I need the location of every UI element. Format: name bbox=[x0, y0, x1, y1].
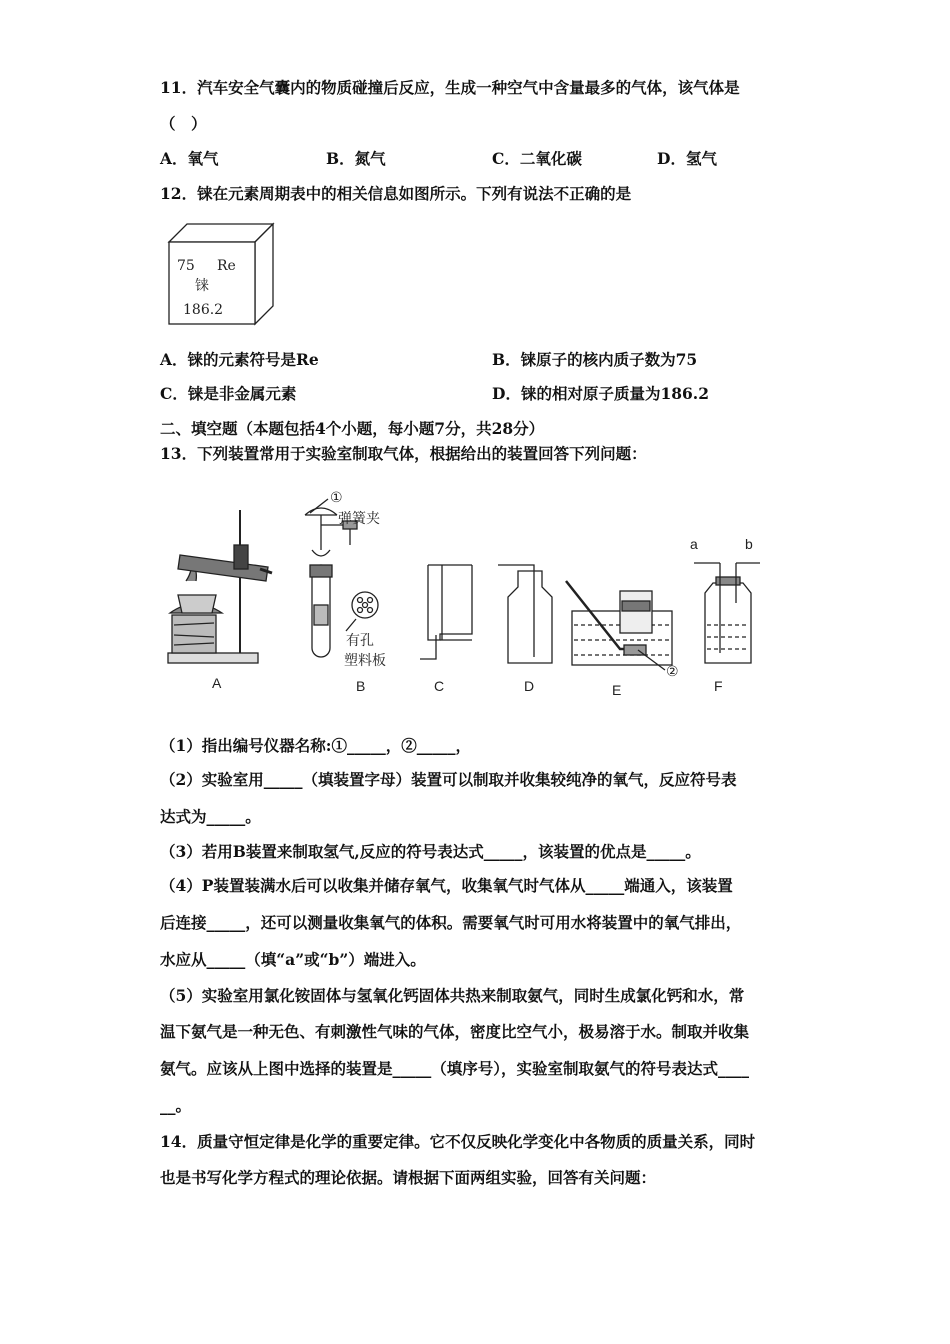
q12-option-c: C．铼是非金属元素 bbox=[160, 384, 297, 403]
q11-option-b: B．氮气 bbox=[326, 149, 386, 168]
q13-part-1: （1）指出编号仪器名称:①_____，②_____， bbox=[160, 736, 472, 755]
q12-stem: 12．铼在元素周期表中的相关信息如图所示。下列有说法不正确的是 bbox=[160, 184, 632, 203]
plate-label-2: 塑料板 bbox=[344, 653, 386, 669]
apparatus-f bbox=[694, 563, 760, 663]
element-name: 铼 bbox=[195, 278, 209, 294]
q11-stem: 11．汽车安全气囊内的物质碰撞后反应，生成一种空气中含量最多的气体，该气体是 bbox=[160, 78, 740, 97]
q13-part-3: （3）若用B装置来制取氢气,反应的符号表达式_____，该装置的优点是_____。 bbox=[160, 842, 701, 861]
element-card bbox=[165, 220, 275, 328]
marker-1: ① bbox=[330, 490, 343, 506]
q13-stem: 13．下列装置常用于实验室制取气体，根据给出的装置回答下列问题： bbox=[160, 444, 647, 463]
element-number: 75 bbox=[177, 258, 195, 274]
q12-option-d: D．铼的相对原子质量为186.2 bbox=[492, 384, 709, 403]
apparatus-c bbox=[420, 565, 472, 659]
clip-label: 弹簧夹 bbox=[338, 511, 380, 527]
apparatus-d bbox=[498, 565, 552, 663]
label-b: B bbox=[356, 678, 366, 694]
q14-line-2: 也是书写化学方程式的理论依据。请根据下面两组实验，回答有关问题： bbox=[160, 1168, 657, 1187]
plate-label-1: 有孔 bbox=[346, 633, 374, 649]
q14-line-1: 14．质量守恒定律是化学的重要定律。它不仅反映化学变化中各物质的质量关系，同时 bbox=[160, 1132, 756, 1151]
apparatus-a bbox=[168, 510, 272, 663]
q11-answer-paren: （ ） bbox=[160, 114, 207, 133]
apparatus-e bbox=[566, 581, 672, 665]
q13-part-4-cont-1: 后连接_____，还可以测量收集氧气的体积。需要氧气时可用水将装置中的氧气排出， bbox=[160, 913, 742, 932]
q11-option-d: D．氢气 bbox=[657, 149, 717, 168]
label-a: A bbox=[212, 675, 222, 691]
q13-part-5-cont-3: __。 bbox=[160, 1096, 192, 1115]
label-e: E bbox=[612, 682, 622, 698]
q13-part-2-cont: 达式为_____。 bbox=[160, 807, 261, 826]
port-a-label: a bbox=[690, 536, 698, 552]
q13-part-4-cont-2: 水应从_____（填“a”或“b”）端进入。 bbox=[160, 950, 426, 969]
label-d: D bbox=[524, 678, 535, 694]
q11-option-a: A．氧气 bbox=[160, 149, 219, 168]
q12-option-b: B．铼原子的核内质子数为75 bbox=[492, 350, 698, 369]
label-f: F bbox=[714, 678, 723, 694]
label-c: C bbox=[434, 678, 445, 694]
q11-option-c: C．二氧化碳 bbox=[492, 149, 582, 168]
q13-part-5-cont-2: 氨气。应该从上图中选择的装置是_____（填序号），实验室制取氨气的符号表达式____ bbox=[160, 1059, 750, 1078]
q13-part-2: （2）实验室用_____（填装置字母）装置可以制取并收集较纯净的氧气，反应符号表 bbox=[160, 770, 737, 789]
q13-part-5-cont-1: 温下氨气是一种无色、有刺激性气味的气体，密度比空气小，极易溶于水。制取并收集 bbox=[160, 1022, 750, 1041]
apparatus-diagram bbox=[160, 485, 800, 700]
port-b-label: b bbox=[745, 536, 753, 552]
element-symbol: Re bbox=[217, 258, 236, 274]
section-heading: 二、填空题（本题包括4个小题，每小题7分，共28分） bbox=[160, 419, 545, 438]
q13-part-4: （4）P装置装满水后可以收集并储存氧气，收集氧气时气体从_____端通入，该装置 bbox=[160, 876, 733, 895]
element-mass: 186.2 bbox=[183, 302, 224, 318]
q12-option-a: A．铼的元素符号是Re bbox=[160, 350, 319, 369]
marker-2: ② bbox=[666, 664, 679, 680]
q13-part-5: （5）实验室用氯化铵固体与氢氧化钙固体共热来制取氨气，同时生成氯化钙和水，常 bbox=[160, 986, 745, 1005]
